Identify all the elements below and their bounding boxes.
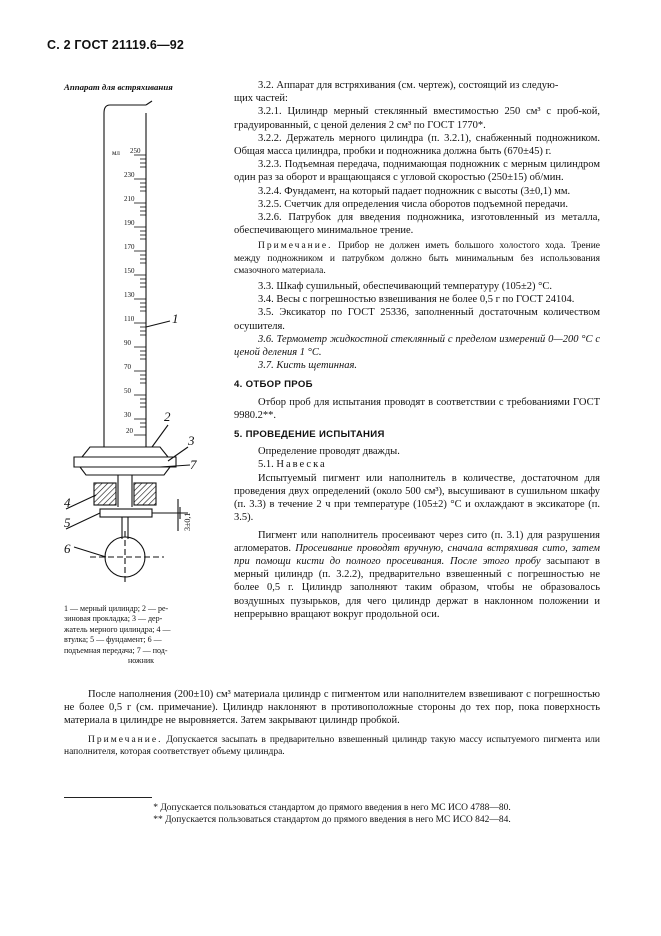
scale-label: 190: [124, 219, 135, 227]
scale-label: 110: [124, 315, 135, 323]
scale-label: 30: [124, 411, 131, 419]
scale-label: 130: [124, 291, 135, 299]
part-label-7: 7: [190, 457, 197, 472]
para-5-1-b-1: Пигмент или наполнитель просеивают через сито (п. 3.1) для разрушения агломератов.: [234, 529, 600, 554]
footnote-1: * Допускается пользоваться стандартом до прямого введения в него МС ИСО 4788—80.: [153, 803, 511, 813]
scale-label: 20: [126, 427, 133, 435]
page-header: С. 2 ГОСТ 21119.6—92: [47, 38, 185, 52]
para-3-2-3: 3.2.3. Подъемная передача, поднимающая подножник с мерным цилиндром один раз за оборот и вращающаяся с угловой скоростью (250±15) об/мин.: [234, 159, 600, 184]
caption-line: ножник: [127, 656, 155, 666]
para-5-1-heading: [234, 458, 600, 471]
figure-caption: [64, 604, 218, 666]
para-3-2-5: 3.2.5. Счетчик для определения числа оборотов подъемной передачи.: [258, 198, 569, 210]
part-label-1: 1: [172, 311, 179, 326]
note-1-label: Примечание.: [258, 241, 333, 252]
note-2: [64, 734, 600, 758]
scale-label: 250: [130, 147, 141, 155]
note-1: [234, 240, 600, 277]
para-5: Определение проводят дважды.: [258, 446, 400, 458]
section-5-heading: 5. ПРОВЕДЕНИЕ ИСПЫТАНИЯ: [234, 429, 385, 441]
para-5-1-b-2: засыпают в мерный цилиндр (п. 3.2.2), предварительно взвешенный с погрешностью не более 0,5 г. Цилиндр заполняют таким образом, чтобы не образовалось воздушных пузырьков, для чего цилиндр держат в наклонном положении и непрерывно вращают вокруг продольной оси.: [234, 555, 601, 620]
section-4-heading: 4. ОТБОР ПРОБ: [234, 379, 313, 391]
scale-label: 90: [124, 339, 131, 347]
scale-label: 50: [124, 387, 131, 395]
para-3-2-6: 3.2.6. Патрубок для введения подножника, изготовленный из металла, обеспечивающего минимальное трение.: [234, 212, 600, 237]
para-3-2: 3.2. Аппарат для встряхивания (см. чертеж), состоящий из следую-: [258, 80, 559, 91]
para-3-4: 3.4. Весы с погрешностью взвешивания не более 0,5 г по ГОСТ 24104.: [258, 294, 575, 306]
para-5-1-b-italic: Просеивание проводят вручную, сначала встряхивая сито, затем при помощи кисти до полного просеивания. После этого пробу: [234, 542, 600, 567]
part-label-6: 6: [64, 541, 71, 556]
part-label-2: 2: [164, 409, 171, 424]
unit-label: мл: [112, 149, 120, 157]
note-2-text: Допускается засыпать в предварительно взвешенный цилиндр такую массу испытуемого пигмента или наполнителя, которая соответствует объему цилиндра.: [64, 734, 600, 757]
para-5-1-number: 5.1.: [258, 459, 277, 471]
para-3-2-2: 3.2.2. Держатель мерного цилиндра (п. 3.2.1), снабженный подножником. Общая масса цилиндра, пробки и подножника должна быть (670±45) г.: [234, 132, 600, 158]
para-3-6: 3.6. Термометр жидкостной стеклянный с пределом измерений 0—200 °С с ценой деления 1 °С.: [234, 333, 600, 359]
para-3-2-1: 3.2.1. Цилиндр мерный стеклянный вместимостью 250 см³ с проб-кой, градуированный, с ценой деления 2 см³ по ГОСТ 1770*.: [234, 106, 600, 131]
scale-label: 170: [124, 243, 135, 251]
para-5-1-b: [234, 529, 600, 621]
part-label-5: 5: [64, 515, 71, 530]
note-1-text: Прибор не должен иметь большого холостого хода. Трение между подножником и патрубком должно быть минимальным без использования смазочного материала.: [234, 241, 600, 276]
para-4: Отбор проб для испытания проводят в соответствии с требованиями ГОСТ 9980.2**.: [234, 396, 600, 421]
caption-line: зиновая прокладка; 3 — дер-: [64, 614, 163, 624]
para-3-7: 3.7. Кисть щетинная.: [258, 360, 357, 372]
scale-label: 70: [124, 363, 131, 371]
para-3-3: 3.3. Шкаф сушильный, обеспечивающий температуру (105±2) °С.: [258, 281, 552, 293]
caption-line: втулка; 5 — фундамент; 6 —: [64, 635, 162, 645]
scale-label: 230: [124, 171, 135, 179]
part-label-3: 3: [188, 433, 195, 448]
para-3-2-cont: щих частей:: [234, 93, 288, 105]
caption-line: жатель мерного цилиндра; 4 —: [64, 624, 171, 634]
apparatus-drawing: [60, 95, 220, 595]
part-label-4: 4: [64, 495, 71, 510]
para-3-2-4: 3.2.4. Фундамент, на который падает подножник с высоты (3±0,1) мм.: [258, 185, 571, 197]
footnotes: [64, 802, 600, 827]
footnote-2: ** Допускается пользоваться стандартом до прямого введения в него МС ИСО 842—84.: [153, 815, 511, 826]
dimension-label: 3±0,1: [183, 512, 192, 531]
para-5-1-a: Испытуемый пигмент или наполнитель в количестве, достаточном для проведения двух определений (около 500 см³), высушивают в сушильном шкафу (п. 3.3) в течение 2 ч при температуре (105±2) °С и охлаждают в эксикаторе (п. 3.5).: [234, 472, 600, 524]
scale-label: 210: [124, 195, 135, 203]
figure-title: Аппарат для встряхивания: [64, 82, 173, 92]
caption-line: 1 — мерный цилиндр; 2 — ре-: [64, 604, 169, 613]
para-5-1-title: Навеска: [276, 459, 327, 471]
caption-line: подъемная передача; 7 — под-: [64, 645, 168, 655]
para-3-5: 3.5. Эксикатор по ГОСТ 25336, заполненный достаточным количеством осушителя.: [234, 307, 600, 332]
footnote-divider: [64, 797, 152, 798]
note-2-label: Примечание.: [88, 734, 163, 745]
para-5-1-c: После наполнения (200±10) см³ материала цилиндр с пигментом или наполнителем взвешивают с погрешностью не более 0,5 г (см. примечание). Цилиндр наклоняют в противоположные стороны до тех пор, пока поверхность материала в цилиндре не выровняется. Затем закрывают цилиндр пробкой.: [64, 689, 600, 727]
scale-label: 150: [124, 267, 135, 275]
right-column: [234, 79, 600, 621]
full-width-text: [64, 688, 600, 758]
